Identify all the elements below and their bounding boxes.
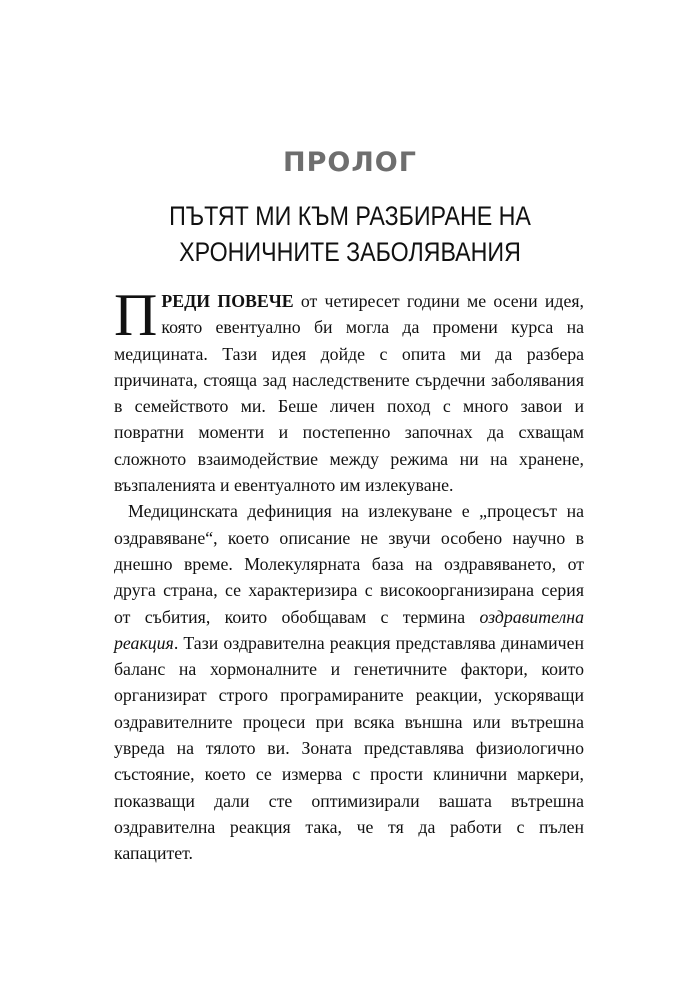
paragraph-2-text-after: . Тази оздравителна реакция представлява динамичен баланс на хормоналните и генетичните фактори, които организират строго програмираните реакции, ускоряващи оздравителните процеси при всяка външна или вътрешна увреда на тялото ви. Зоната представлява физиологично състояние, което се измерва с прости клинични маркери, показващи дали сте оптимизирали вашата вътрешна оздравителна реакция така, че тя да работи с пълен капацитет. xyxy=(114,632,584,864)
chapter-title xyxy=(135,198,565,270)
paragraph-2 xyxy=(114,498,584,866)
chapter-title-line-2: ХРОНИЧНИТЕ ЗАБОЛЯВАНИЯ xyxy=(179,237,521,267)
drop-cap: П xyxy=(114,282,158,348)
paragraph-2-text-before: Медицинската дефиниция на излекуване е „процесът на оздравяване“, което описание не звучи особено научно в днешно време. Молекулярната база на оздравяването, от друга страна, се характеризира с високоорганизирана серия от събития, които обобщавам с термина xyxy=(114,501,584,627)
paragraph-1 xyxy=(114,282,584,498)
paragraph-1-text: от четиресет години ме осени идея, която евентуално би могла да промени курса на медицината. Тази идея дойде с опита ми да разбера причината, стояща зад наследствените сърдечни заболявания в семейството ми. Беше личен поход с много завои и повратни моменти и постепенно започнах да схващам сложното взаимодействие между режима ни на хранене, възпаленията и евентуалното им излекуване. xyxy=(114,291,584,496)
lead-in: РЕДИ ПОВЕЧЕ xyxy=(161,291,294,311)
chapter-label: ПРОЛОГ xyxy=(283,147,417,178)
emphasized-term: оздравителна реакция xyxy=(114,606,584,653)
body-text xyxy=(114,282,584,867)
chapter-title-line-1: ПЪТЯТ МИ КЪМ РАЗБИРАНЕ НА xyxy=(169,201,531,231)
